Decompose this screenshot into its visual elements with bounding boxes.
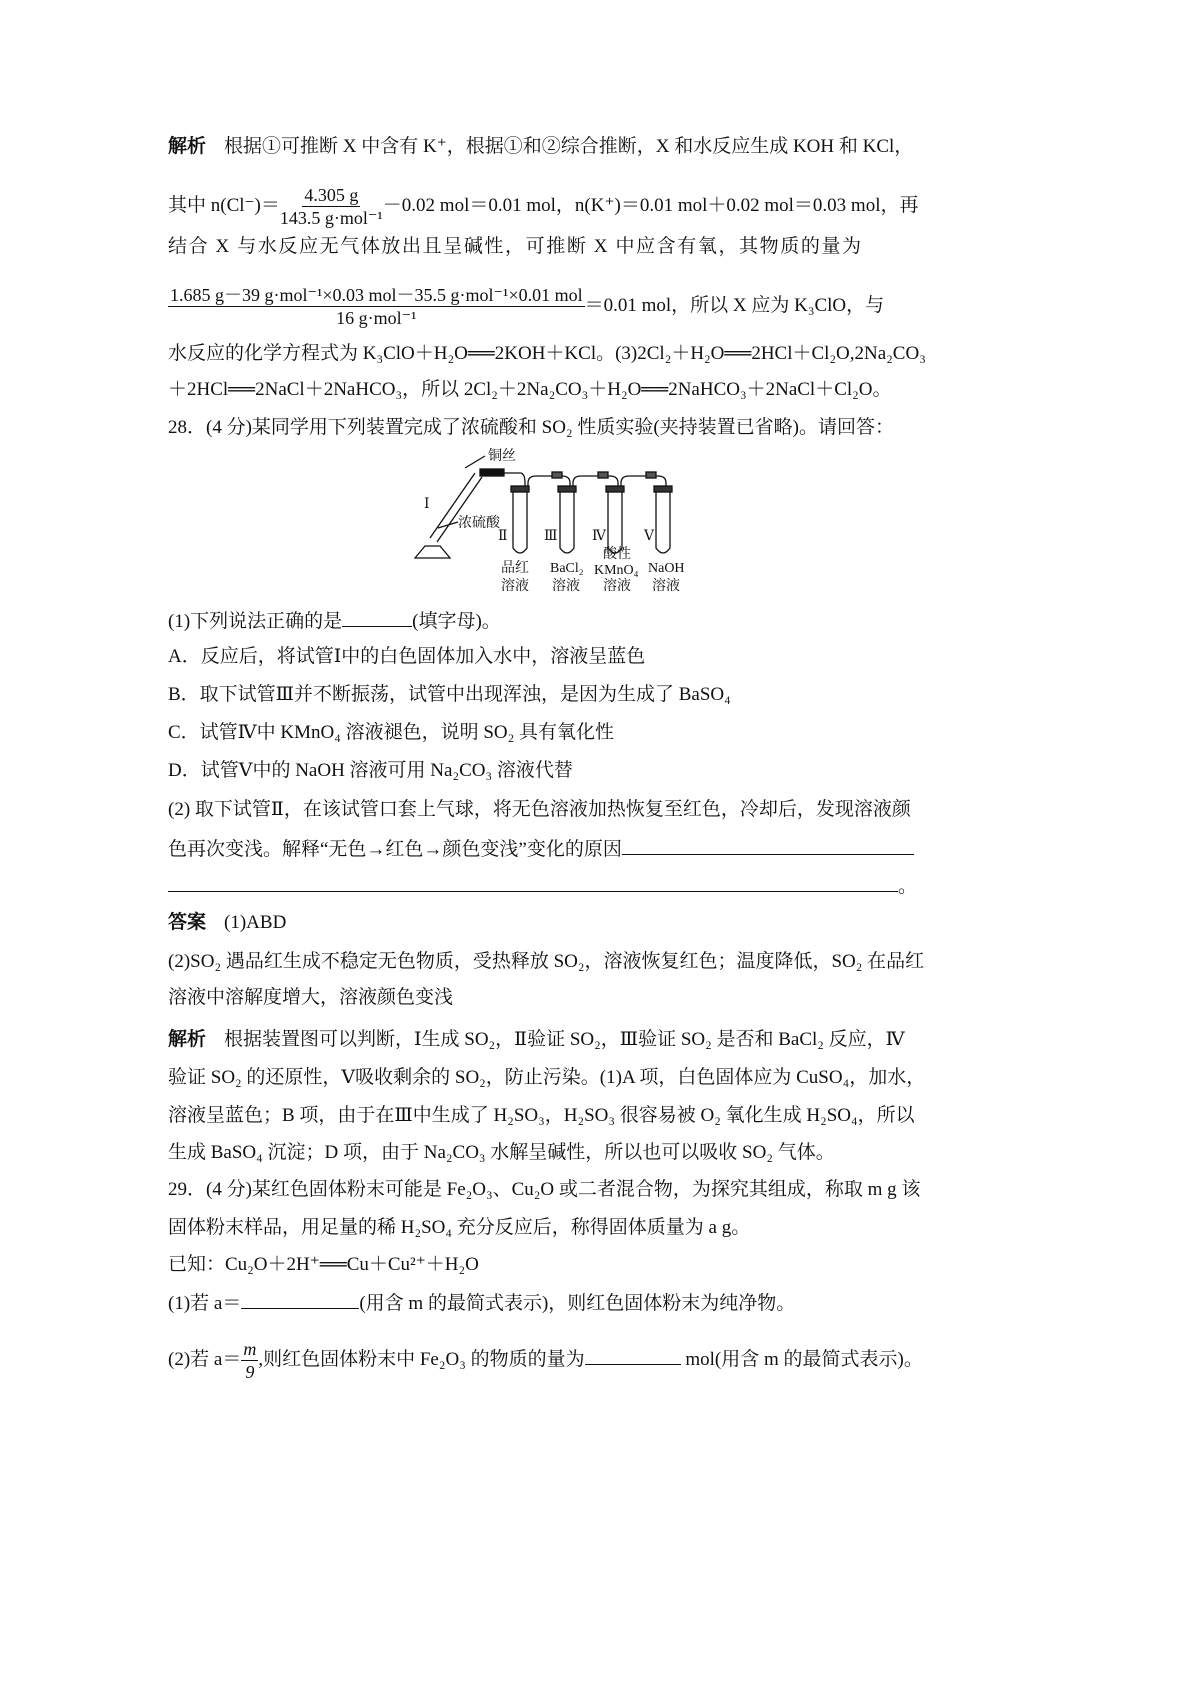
answer-label: 答案 [168,912,207,933]
analysis-line [168,184,919,229]
text: 29．(4 分)某红色固体粉末可能是 Fe₂O₃、Cu₂O 或二者混合物，为探究其组成，称取 m g 该 [168,1179,921,1200]
analysis-line [168,235,863,259]
alcohol-lamp [415,546,450,558]
fraction [280,184,383,229]
text: 28．(4 分)某同学用下列装置完成了浓硫酸和 SO₂ 性质实验(夹持装置已省略)。请回答： [168,417,894,438]
label-tube-3: Ⅲ [544,529,558,544]
analysis-label: 解析 [168,136,207,157]
text: mol(用含 m 的最简式表示)。 [680,1348,923,1370]
reagent-label: 品红 [501,561,529,576]
numerator: 4.305 g [304,185,359,205]
reagent-label: KMnO₄ [594,563,639,578]
q29-part2 [168,1338,923,1383]
option-d [168,759,573,783]
numerator: 1.685 g－39 g·mol⁻¹×0.03 mol－35.5 g·mol⁻¹×0.01 mol [170,285,583,305]
denominator: 143.5 g·mol⁻¹ [279,208,383,228]
text: 固体粉末样品，用足量的稀 H₂SO₄ 充分反应后，称得固体质量为 a g。 [168,1217,751,1238]
text: (2) 取下试管Ⅱ，在该试管口套上气球，将无色溶液加热恢复至红色，冷却后，发现溶液颜 [168,799,911,820]
apparatus-diagram [410,448,710,596]
answer-line [168,950,924,974]
option-b [168,683,731,707]
analysis-line [168,135,913,159]
text: 其中 n(Cl⁻)＝ [168,194,280,216]
reagent-label: NaOH [648,561,685,576]
answer-blank[interactable] [622,836,914,855]
fraction [241,1338,258,1383]
text: (用含 m 的最简式表示)，则红色固体粉末为纯净物。 [359,1293,796,1314]
text: 结合 X 与水反应无气体放出且呈碱性，可推断 X 中应含有氧，其物质的量为 [168,236,863,257]
text: 。 [898,876,918,897]
label-conc-acid: 浓硫酸 [458,516,500,531]
answer-blank[interactable] [241,1290,359,1309]
text: 根据装置图可以判断，Ⅰ生成 SO₂，Ⅱ验证 SO₂，Ⅲ验证 SO₂ 是否和 BaCl₂ 反应，Ⅳ [224,1029,905,1050]
text: B．取下试管Ⅲ并不断振荡，试管中出现浑浊，是因为生成了 BaSO₄ [168,684,731,705]
label-tube-1: Ⅰ [424,497,430,512]
text: 溶液呈蓝色；B 项，由于在Ⅲ中生成了 H₂SO₃，H₂SO₃ 很容易被 O₂ 氧化生成 H₂SO₄，所以 [168,1105,915,1126]
text: 根据①可推断 X 中含有 K⁺，根据①和②综合推断，X 和水反应生成 KOH 和 KCl， [224,136,914,157]
text: (1)ABD [224,912,287,933]
answer-blank[interactable] [585,1346,681,1365]
label-copper-wire: 铜丝 [488,449,516,464]
question-29-stem [168,1216,750,1240]
denominator: 9 [245,1362,255,1382]
text: －0.02 mol＝0.01 mol，n(K⁺)＝0.01 mol＋0.02 mol＝0.03 mol，再 [382,194,919,216]
q29-part1 [168,1290,795,1316]
text: D．试管Ⅴ中的 NaOH 溶液可用 Na₂CO₃ 溶液代替 [168,760,573,781]
reagent-label: BaCl₂ [550,561,584,576]
analysis-line [168,1066,925,1090]
analysis-line [168,284,884,329]
text: C．试管Ⅳ中 KMnO₄ 溶液褪色，说明 SO₂ 具有氧化性 [168,722,615,743]
analysis-line [168,1104,915,1128]
text: (2)若 a＝ [168,1348,242,1370]
analysis-line [168,342,926,366]
answer-blank[interactable] [342,608,412,627]
text: ,则红色固体粉末中 Fe₂O₃ 的物质的量为 [258,1348,585,1370]
answer-line [168,986,453,1010]
text: (1)若 a＝ [168,1293,242,1314]
analysis-line [168,378,892,402]
q28-part1 [168,608,501,634]
text: 色再次变浅。解释“无色→红色→颜色变浅”变化的原因 [168,839,622,860]
option-c [168,721,614,745]
text: A．反应后，将试管Ⅰ中的白色固体加入水中，溶液呈蓝色 [168,646,646,667]
text: 已知：Cu₂O＋2H⁺══Cu＋Cu²⁺＋H₂O [168,1254,479,1275]
answer-blank[interactable] [168,873,898,892]
text: (填字母)。 [412,611,501,632]
option-a [168,645,645,669]
q28-part2 [168,836,914,862]
reagent-label: 溶液 [652,579,680,594]
q28-part2 [168,798,911,822]
text: 水反应的化学方程式为 K₃ClO＋H₂O══2KOH＋KCl。(3)2Cl₂＋H₂O══2HCl＋Cl₂O,2Na₂CO₃ [168,343,926,364]
reagent-label: 溶液 [603,579,631,594]
analysis-label: 解析 [168,1029,207,1050]
text: (1)下列说法正确的是 [168,611,343,632]
analysis-line [168,1141,835,1165]
text: ＋2HCl══2NaCl＋2NaHCO₃，所以 2Cl₂＋2Na₂CO₃＋H₂O══2NaHCO₃＋2NaCl＋Cl₂O。 [168,379,892,400]
reagent-label: 酸性 [603,547,631,562]
text: 生成 BaSO₄ 沉淀；D 项，由于 Na₂CO₃ 水解呈碱性，所以也可以吸收 SO₂ 气体。 [168,1142,835,1163]
fraction [168,284,585,329]
question-29-stem [168,1178,920,1202]
text: 验证 SO₂ 的还原性，Ⅴ吸收剩余的 SO₂，防止污染。(1)A 项，白色固体应为 CuSO₄，加水， [168,1067,926,1088]
reagent-label: 溶液 [552,579,580,594]
question-29-given [168,1253,479,1277]
text: 溶液中溶解度增大，溶液颜色变浅 [168,987,454,1008]
q28-part2 [168,873,917,899]
denominator: 16 g·mol⁻¹ [336,308,417,328]
label-tube-2: Ⅱ [498,529,508,544]
question-28-stem [168,416,894,440]
answer-line [168,911,286,935]
analysis-line [168,1028,905,1052]
reagent-label: 溶液 [501,579,529,594]
label-tube-4: Ⅳ [592,529,606,544]
label-tube-5: Ⅴ [644,529,655,544]
text: (2)SO₂ 遇品红生成不稳定无色物质，受热释放 SO₂，溶液恢复红色；温度降低，SO₂ 在品红 [168,951,925,972]
numerator: m [243,1339,257,1359]
text: ＝0.01 mol，所以 X 应为 K₃ClO，与 [584,294,885,316]
